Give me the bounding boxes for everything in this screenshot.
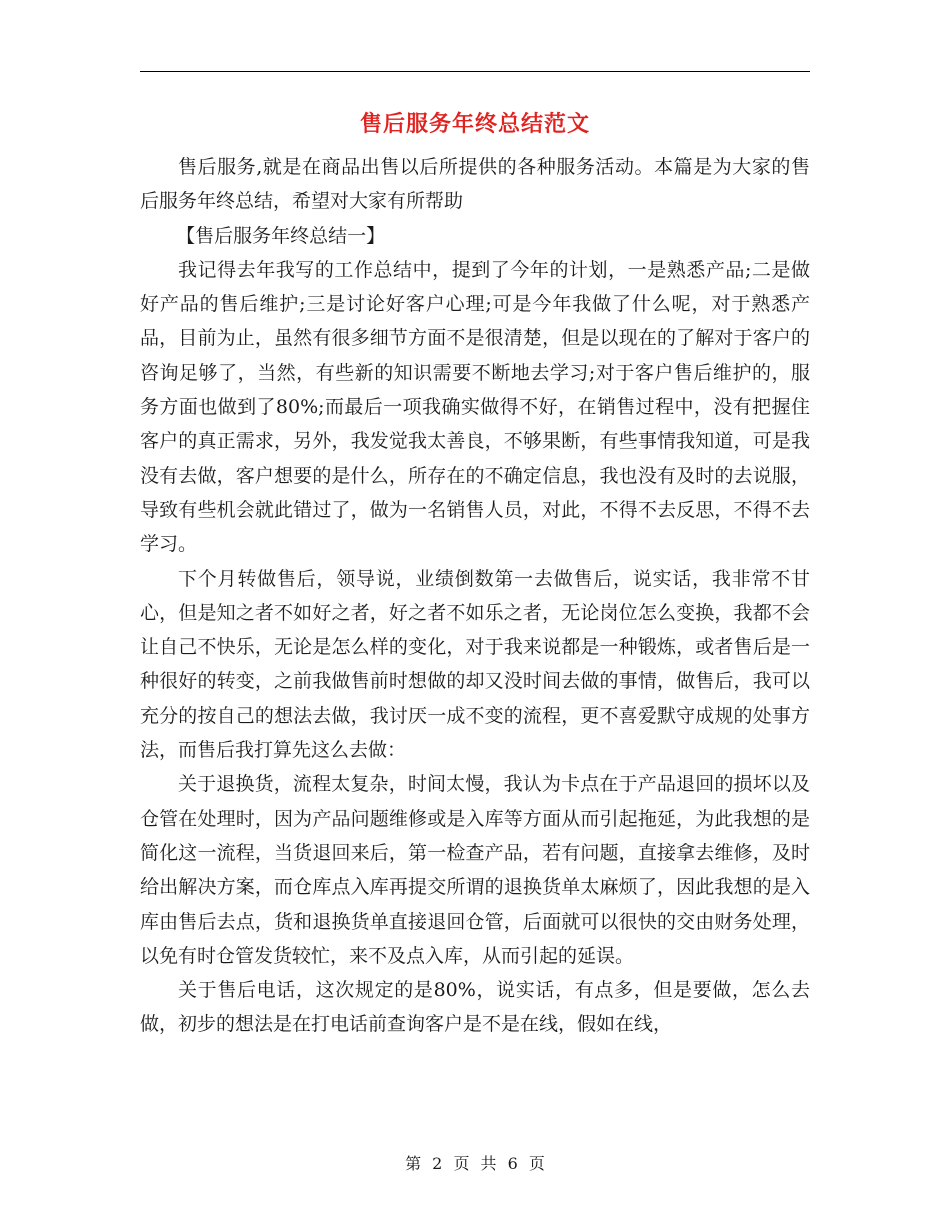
body-paragraph-2: 下个月转做售后，领导说，业绩倒数第一去做售后，说实话，我非常不甘心，但是知之者不如好之者，好之者不如乐之者，无论岗位怎么变换，我都不会让自己不快乐，无论是怎么样的变化，对于我来说都是一种锻炼，或者售后是一种很好的转变，之前我做售前时想做的却又没时间去做的事情，做售后，我可以充分的按自己的想法去做，我讨厌一成不变的流程，更不喜爱默守成规的处事方法，而售后我打算先这么去做：: [140, 567, 810, 762]
body-paragraph-1: 我记得去年我写的工作总结中，提到了今年的计划，一是熟悉产品;二是做好产品的售后维护;三是讨论好客户心理;可是今年我做了什么呢，对于熟悉产品，目前为止，虽然有很多细节方面不是很清楚，但是以现在的了解对于客户的咨询足够了，当然，有些新的知识需要不断地去学习;对于客户售后维护的，服务方面也做到了80%;而最后一项我确实做得不好，在销售过程中，没有把握住客户的真正需求，另外，我发觉我太善良，不够果断，有些事情我知道，可是我没有去做，客户想要的是什么，所存在的不确定信息，我也没有及时的去说服，导致有些机会就此错过了，做为一名销售人员，对此，不得不去反思，不得不去学习。: [140, 258, 810, 556]
body-paragraph-4: 关于售后电话，这次规定的是80%，说实话，有点多，但是要做，怎么去做，初步的想法是在打电话前查询客户是不是在线，假如在线，: [140, 979, 810, 1036]
header-rule: [140, 71, 810, 72]
document-title: 售后服务年终总结范文: [359, 112, 590, 137]
document-body: [140, 150, 810, 1042]
body-paragraph-3: 关于退换货，流程太复杂，时间太慢，我认为卡点在于产品退回的损坏以及仓管在处理时，因为产品问题维修或是入库等方面从而引起拖延，为此我想的是简化这一流程，当货退回来后，第一检查产品，若有问题，直接拿去维修，及时给出解决方案，而仓库点入库再提交所谓的退换货单太麻烦了，因此我想的是入库由售后去点，货和退换货单直接退回仓管，后面就可以很快的交由财务处理，以免有时仓管发货较忙，来不及点入库，从而引起的延误。: [140, 773, 810, 967]
intro-paragraph: 售后服务,就是在商品出售以后所提供的各种服务活动。本篇是为大家的售后服务年终总结，希望对大家有所帮助: [140, 156, 810, 213]
section-heading: 【售后服务年终总结一】: [176, 224, 386, 247]
page-number-footer: 第 2 页 共 6 页: [405, 1154, 545, 1173]
